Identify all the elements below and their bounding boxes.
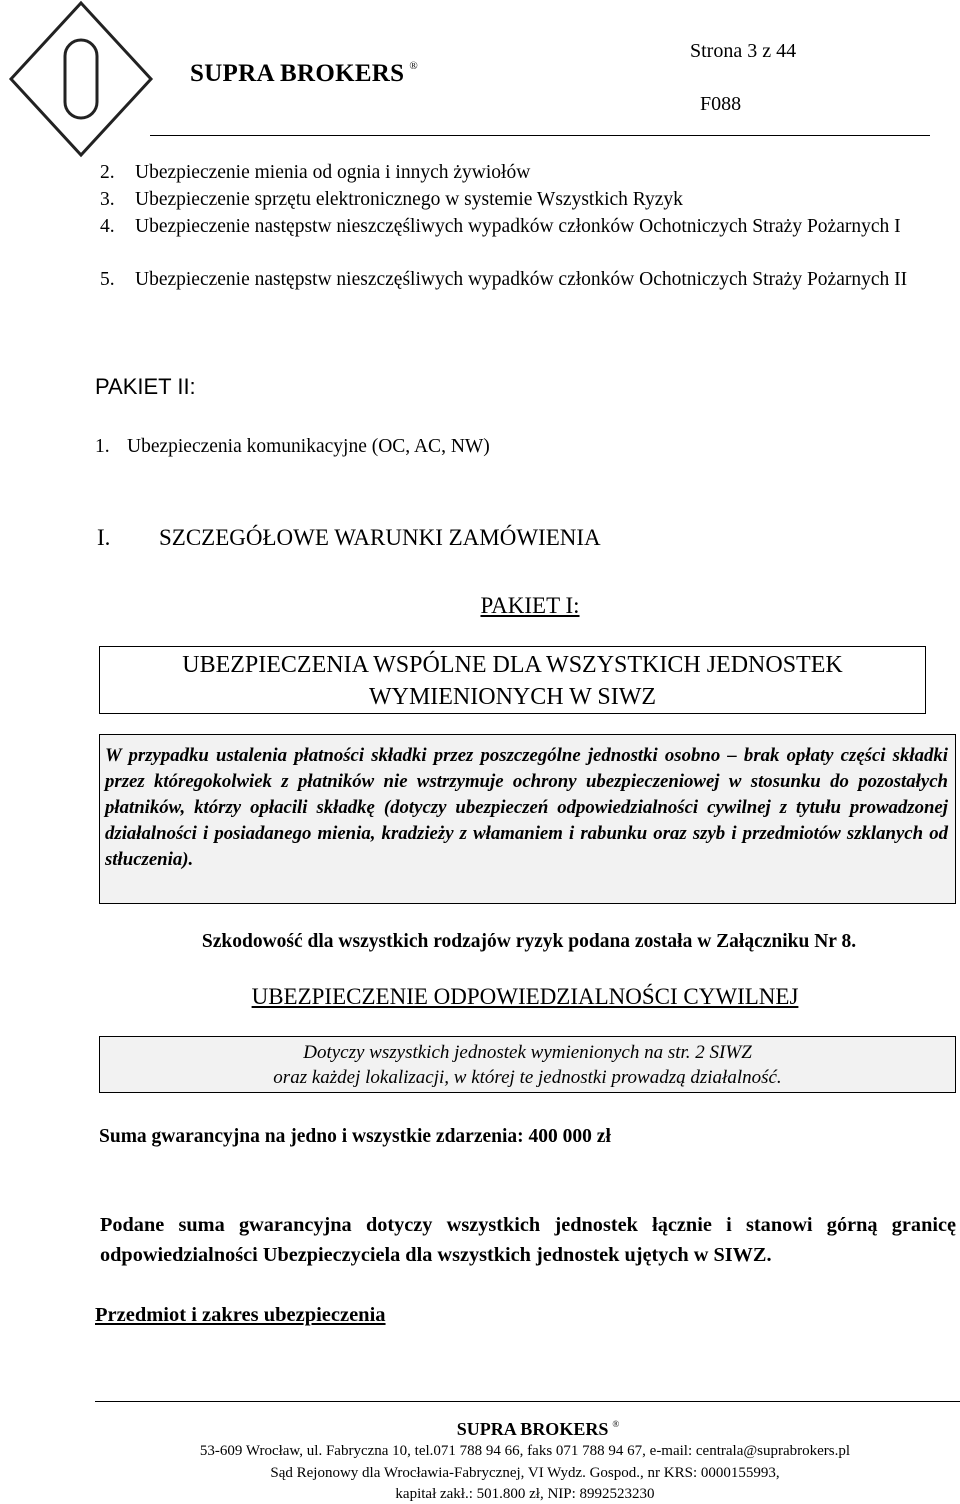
subject-heading: Przedmiot i zakres ubezpieczenia xyxy=(95,1304,386,1326)
page-number: Strona 3 z 44 xyxy=(690,40,797,62)
scope-box xyxy=(99,1036,956,1093)
pakiet-1-heading: PAKIET I: xyxy=(480,593,580,618)
sum-insured: Suma gwarancyjna na jedno i wszystkie zdarzenia: 400 000 zł xyxy=(99,1126,611,1147)
document-code: F088 xyxy=(700,93,742,115)
footer-brand: SUPRA BROKERS ® xyxy=(456,1419,620,1439)
pakiet-2-heading: PAKIET II: xyxy=(95,374,196,399)
section-title: SZCZEGÓŁOWE WARUNKI ZAMÓWIENIA xyxy=(159,525,601,550)
list-item: 4. Ubezpieczenie następstw nieszczęśliwych wypadków członków Ochotniczych Straży Pożarnych I xyxy=(100,216,901,237)
supra-brokers-logo-icon xyxy=(8,0,154,158)
claims-history-note: Szkodowość dla wszystkich rodzajów ryzyk podana została w Załączniku Nr 8. xyxy=(201,931,857,952)
list-item: 2. Ubezpieczenie mienia od ognia i innych żywiołów xyxy=(100,162,531,183)
liability-heading: UBEZPIECZENIE ODPOWIEDZIALNOŚCI CYWILNEJ xyxy=(251,984,799,1009)
list-item: 5. Ubezpieczenie następstw nieszczęśliwych wypadków członków Ochotniczych Straży Pożarnych II xyxy=(100,269,908,290)
registered-mark: ® xyxy=(409,60,419,72)
common-insurance-line1: UBEZPIECZENIA WSPÓLNE DLA WSZYSTKICH JEDNOSTEK xyxy=(182,652,843,678)
footer-divider xyxy=(95,1401,960,1402)
registered-mark: ® xyxy=(612,1419,620,1429)
scope-line1: Dotyczy wszystkich jednostek wymienionych na str. 2 SIWZ xyxy=(303,1042,752,1063)
header-divider xyxy=(150,135,930,136)
list-item: 3. Ubezpieczenie sprzętu elektronicznego w systemie Wszystkich Ryzyk xyxy=(100,189,683,210)
footer-address: 53-609 Wrocław, ul. Fabryczna 10, tel.071 788 94 66, faks 071 788 94 67, e-mail: centrala@suprabrokers.pl xyxy=(199,1443,851,1459)
footer-court: Sąd Rejonowy dla Wrocławia-Fabrycznej, VI Wydz. Gospod., nr KRS: 0000155993, xyxy=(270,1465,780,1481)
sum-insured-note: Podane suma gwarancyjna dotyczy wszystkich jednostek łącznie i stanowi górną granicę odpowiedzialności Ubezpieczyciela dla wszystkich jednostek ujętych w SIWZ. xyxy=(100,1214,956,1266)
payment-note-text: W przypadku ustalenia płatności składki przez poszczególne jednostki osobno – brak opłaty części składki przez któregokolwiek z płatników nie wstrzymuje ochrony ubezpieczeniowej w stosunku do pozostałych płatników, którzy opłacili składkę (dotyczy ubezpieczeń odpowiedzialności cywilnej z tytułu prowadzonej działalności i posiadanego mienia, kradzieży z włamaniem i rabunku oraz szyb i przedmiotów szklanych od stłuczenia). xyxy=(105,745,948,870)
common-insurance-line2: WYMIENIONYCH W SIWZ xyxy=(368,684,657,710)
list-item: 1. Ubezpieczenia komunikacyjne (OC, AC, NW) xyxy=(95,436,490,457)
common-insurance-box xyxy=(99,646,926,714)
header-brand: SUPRA BROKERS ® xyxy=(190,60,419,87)
payment-note-box xyxy=(99,734,956,904)
footer-capital: kapitał zakł.: 501.800 zł, NIP: 8992523230 xyxy=(395,1486,655,1502)
section-heading xyxy=(97,525,601,551)
scope-line2: oraz każdej lokalizacji, w której te jednostki prowadzą działalność. xyxy=(273,1067,782,1088)
section-number: I. xyxy=(97,525,111,550)
